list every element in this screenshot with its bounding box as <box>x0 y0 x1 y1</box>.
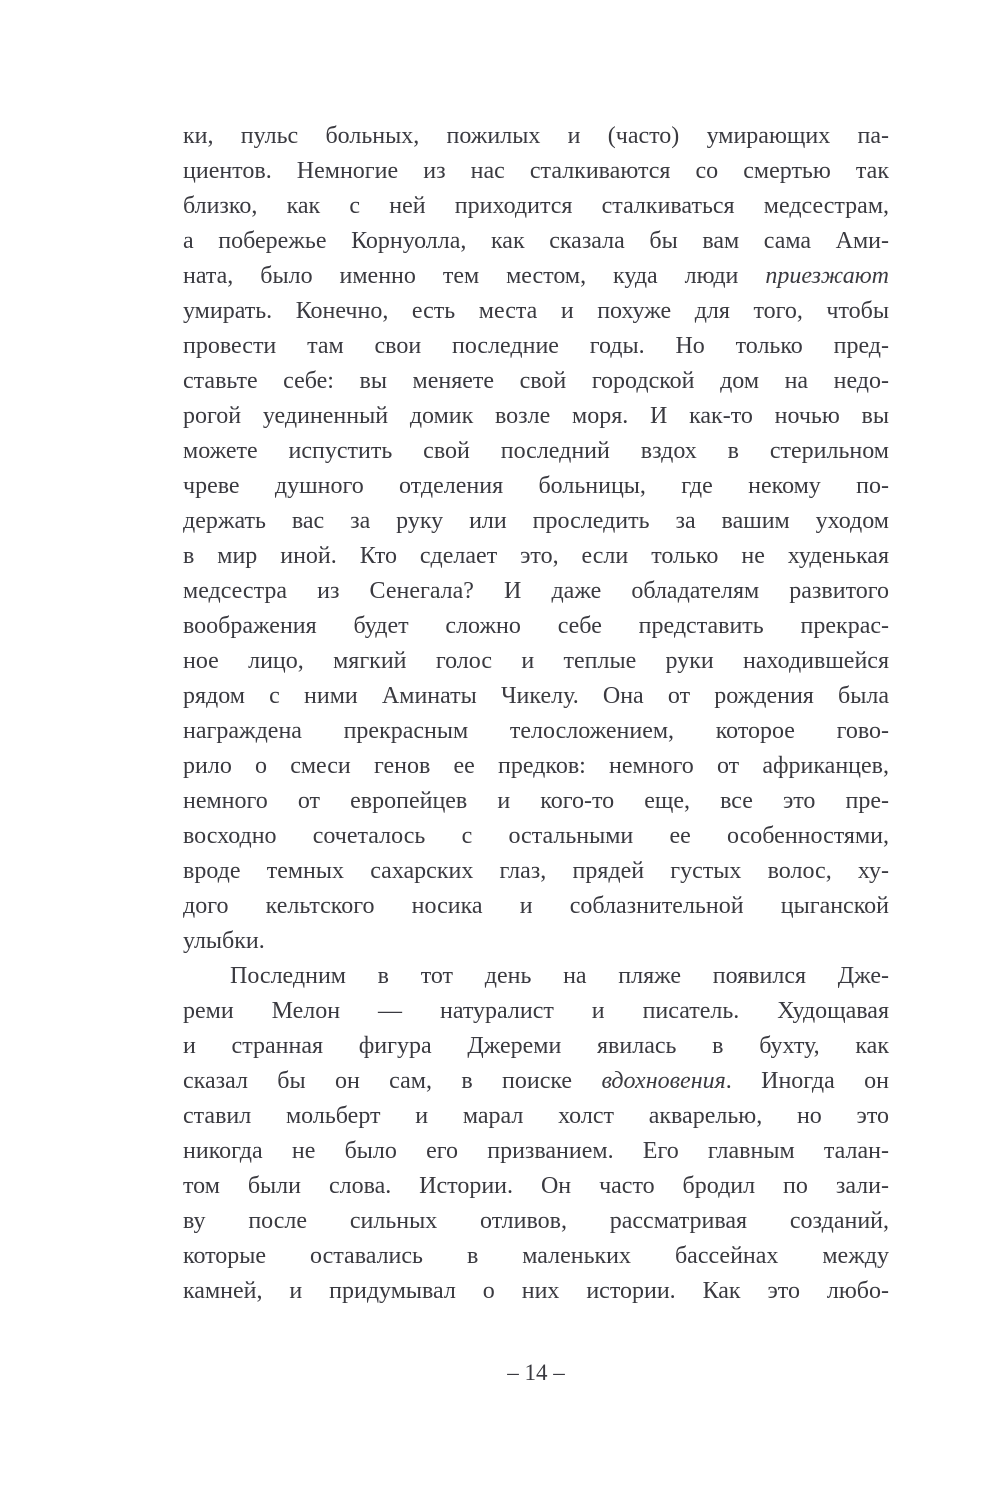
page-text <box>183 119 889 1309</box>
text-line <box>183 994 889 1029</box>
text-line <box>183 924 889 959</box>
text-segment: реми Мелон — натуралист и писатель. Худощавая <box>183 998 889 1024</box>
text-segment: рогой уединенный домик возле моря. И как-то ночью вы <box>183 403 889 429</box>
text-line <box>183 434 889 469</box>
text-segment: сказал бы он сам, в поиске <box>183 1068 602 1094</box>
text-line <box>183 644 889 679</box>
text-segment: дого кельтского носика и соблазнительной цыганской <box>183 893 889 919</box>
text-segment: близко, как с ней приходится сталкиваться медсестрам, <box>183 193 889 219</box>
text-segment: воображения будет сложно себе представить прекрас- <box>183 613 889 639</box>
paragraph <box>183 119 889 959</box>
text-line <box>183 259 889 294</box>
text-line <box>183 1134 889 1169</box>
text-segment: восходно сочеталось с остальными ее особенностями, <box>183 823 889 849</box>
text-line <box>183 224 889 259</box>
text-line <box>183 119 889 154</box>
text-segment: ки, пульс больных, пожилых и (часто) умирающих па- <box>183 123 889 149</box>
text-line <box>183 539 889 574</box>
text-segment: которые оставались в маленьких бассейнах между <box>183 1243 889 1269</box>
text-segment: умирать. Конечно, есть места и похуже для того, чтобы <box>183 298 889 324</box>
text-segment: циентов. Немногие из нас сталкиваются со смертью так <box>183 158 889 184</box>
text-line <box>183 1099 889 1134</box>
text-segment: ставьте себе: вы меняете свой городской дом на недо- <box>183 368 889 394</box>
text-segment: . Иногда он <box>725 1068 889 1094</box>
text-segment: и странная фигура Джереми явилась в бухту, как <box>183 1033 889 1059</box>
text-segment: немного от европейцев и кого-то еще, все это пре- <box>183 788 889 814</box>
text-segment: Последним в тот день на пляже появился Дже- <box>230 963 889 989</box>
text-line <box>183 609 889 644</box>
text-segment: рило о смеси генов ее предков: немного от африканцев, <box>183 753 889 779</box>
page-number: – 14 – <box>507 1360 565 1385</box>
paragraph <box>183 959 889 1309</box>
text-line <box>183 574 889 609</box>
text-line <box>183 854 889 889</box>
text-segment: ната, было именно тем местом, куда люди <box>183 263 766 289</box>
text-segment: держать вас за руку или проследить за вашим уходом <box>183 508 889 534</box>
text-line <box>183 1274 889 1309</box>
text-line <box>183 1029 889 1064</box>
text-segment: камней, и придумывал о них истории. Как это любо- <box>183 1278 889 1304</box>
text-segment: ву после сильных отливов, рассматривая созданий, <box>183 1208 889 1234</box>
text-line <box>183 154 889 189</box>
text-segment: ставил мольберт и марал холст акварелью, но это <box>183 1103 889 1129</box>
text-segment: в мир иной. Кто сделает это, если только не худенькая <box>183 543 889 569</box>
text-segment: провести там свои последние годы. Но только пред- <box>183 333 889 359</box>
text-segment: том были слова. Истории. Он часто бродил по зали- <box>183 1173 889 1199</box>
text-segment: награждена прекрасным телосложением, которое гово- <box>183 718 889 744</box>
text-segment: никогда не было его призванием. Его главным талан- <box>183 1138 889 1164</box>
text-line <box>183 1169 889 1204</box>
text-line <box>183 1204 889 1239</box>
text-line <box>183 294 889 329</box>
text-line <box>183 504 889 539</box>
text-line <box>183 189 889 224</box>
text-line <box>183 1239 889 1274</box>
italic-text: вдохновения <box>601 1068 726 1094</box>
text-line <box>183 1064 889 1099</box>
text-segment: улыбки. <box>183 928 265 954</box>
text-segment: можете испустить свой последний вздох в стерильном <box>183 438 889 464</box>
italic-text: приезжают <box>765 263 889 289</box>
text-segment: рядом с ними Аминаты Чикелу. Она от рождения была <box>183 683 889 709</box>
text-line <box>183 714 889 749</box>
text-segment: ное лицо, мягкий голос и теплые руки находившейся <box>183 648 889 674</box>
text-line <box>183 819 889 854</box>
text-line <box>183 784 889 819</box>
text-segment: медсестра из Сенегала? И даже обладателям развитого <box>183 578 889 604</box>
text-line <box>183 399 889 434</box>
text-line <box>183 749 889 784</box>
text-segment: чреве душного отделения больницы, где некому по- <box>183 473 889 499</box>
text-line <box>183 889 889 924</box>
text-line <box>183 469 889 504</box>
text-line <box>183 959 889 994</box>
text-line <box>183 364 889 399</box>
text-segment: вроде темных сахарских глаз, прядей густых волос, ху- <box>183 858 889 884</box>
text-line <box>183 679 889 714</box>
text-segment: а побережье Корнуолла, как сказала бы вам сама Ами- <box>183 228 889 254</box>
text-line <box>183 329 889 364</box>
